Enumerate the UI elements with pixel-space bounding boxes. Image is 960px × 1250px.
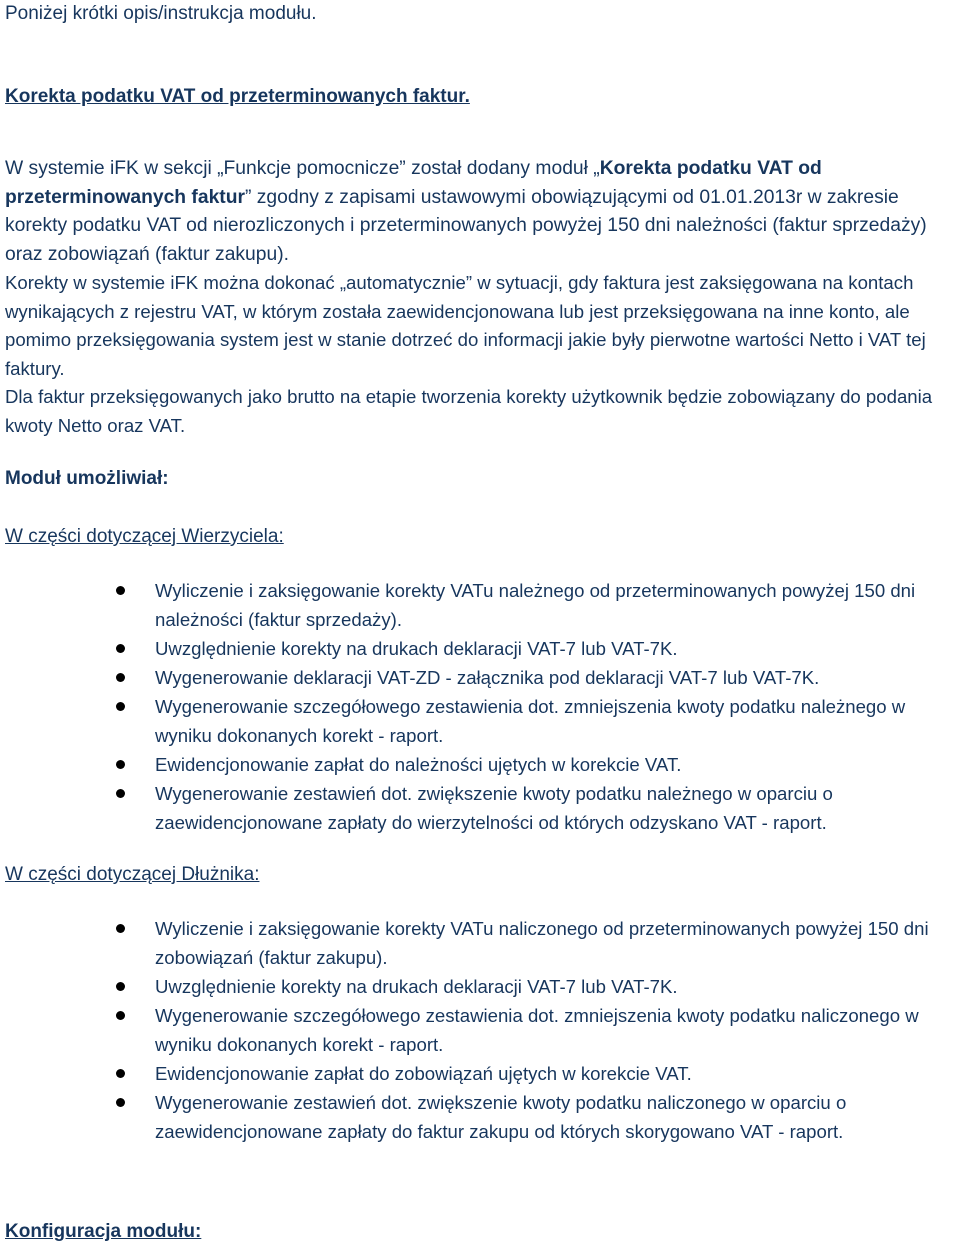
bullet-icon — [116, 1011, 125, 1020]
paragraph-gross-reposting: Dla faktur przeksięgowanych jako brutto na etapie tworzenia korekty użytkownik będzie zobowiązany do podania kwoty Netto oraz VAT. — [5, 386, 933, 436]
bullet-icon — [116, 586, 125, 595]
list-item — [0, 1059, 960, 1088]
list-item — [0, 914, 960, 972]
list-item-text: Wygenerowanie zestawień dot. zwiększenie kwoty podatku naliczonego w oparciu o zaewidencjonowane zapłaty do faktur zakupu od których skorygowano VAT - raport. — [155, 1092, 847, 1142]
list-item — [0, 972, 960, 1001]
list-item-text: Wyliczenie i zaksięgowanie korekty VATu naliczonego od przeterminowanych powyżej 150 dni zobowiązań (faktur zakupu). — [155, 918, 929, 968]
list-item-text: Ewidencjonowanie zapłat do zobowiązań ujętych w korekcie VAT. — [155, 1063, 692, 1084]
list-item-text: Wygenerowanie szczegółowego zestawienia dot. zmniejszenia kwoty podatku naliczonego w wyniku dokonanych korekt - raport. — [155, 1005, 919, 1055]
list-item-text: Ewidencjonowanie zapłat do należności ujętych w korekcie VAT. — [155, 754, 682, 775]
bullet-icon — [116, 789, 125, 798]
document-title: Korekta podatku VAT od przeterminowanych faktur. — [5, 86, 470, 107]
list-item — [0, 692, 960, 750]
bullet-icon — [116, 673, 125, 682]
configuration-heading: Konfiguracja modułu: — [5, 1221, 202, 1242]
bullet-icon — [116, 760, 125, 769]
bullet-icon — [116, 702, 125, 711]
paragraph-automatic-correction: Korekty w systemie iFK można dokonać „automatycznie” w sytuacji, gdy faktura jest zaksięgowana na kontach wynikających z rejestru VAT, w którym została zaewidencjonowana lub jest przeksięgowana na inne konto, ale pomimo przeksięgowania system jest w stanie dotrzeć do informacji jakie były pierwotne wartości Netto i VAT tej faktury. — [5, 272, 926, 379]
bullet-icon — [116, 1098, 125, 1107]
description-block — [5, 155, 957, 441]
list-item-text: Wygenerowanie szczegółowego zestawienia dot. zmniejszenia kwoty podatku należnego w wyniku dokonanych korekt - raport. — [155, 696, 906, 746]
list-item — [0, 1001, 960, 1059]
bullet-icon — [116, 1069, 125, 1078]
paragraph-module-added — [5, 155, 957, 269]
list-item-text: Wygenerowanie zestawień dot. zwiększenie kwoty podatku należnego w oparciu o zaewidencjonowane zapłaty do wierzytelności od których odzyskano VAT - raport. — [155, 783, 833, 833]
creditor-section-heading: W części dotyczącej Wierzyciela: — [5, 526, 284, 547]
debtor-section-heading: W części dotyczącej Dłużnika: — [5, 864, 260, 885]
paragraph-1-module-name: Korekta podatku VAT od przeterminowanych faktur — [5, 158, 822, 208]
intro-text: Poniżej krótki opis/instrukcja modułu. — [5, 3, 317, 24]
list-item — [0, 663, 960, 692]
bullet-icon — [116, 924, 125, 933]
list-item — [0, 1088, 960, 1146]
list-item-text: Wygenerowanie deklaracji VAT-ZD - załącznika pod deklaracji VAT-7 lub VAT-7K. — [155, 667, 820, 688]
list-item — [0, 779, 960, 837]
debtor-feature-list — [0, 914, 960, 1146]
list-item — [0, 634, 960, 663]
module-capabilities-heading: Moduł umożliwiał: — [5, 468, 169, 489]
list-item — [0, 750, 960, 779]
list-item — [0, 576, 960, 634]
list-item-text: Wyliczenie i zaksięgowanie korekty VATu należnego od przeterminowanych powyżej 150 dni należności (faktur sprzedaży). — [155, 580, 916, 630]
creditor-feature-list — [0, 576, 960, 837]
paragraph-1-pre: W systemie iFK w sekcji „Funkcje pomocnicze” został dodany moduł „ — [5, 158, 600, 179]
list-item-text: Uwzględnienie korekty na drukach deklaracji VAT-7 lub VAT-7K. — [155, 976, 678, 997]
list-item-text: Uwzględnienie korekty na drukach deklaracji VAT-7 lub VAT-7K. — [155, 638, 678, 659]
bullet-icon — [116, 982, 125, 991]
paragraph-1-post: ” zgodny z zapisami ustawowymi obowiązującymi od 01.01.2013r w zakresie korekty podatku VAT od nierozliczonych i przeterminowanych powyżej 150 dni należności (faktur sprzedaży) oraz zobowiązań (faktur zakupu). — [5, 186, 927, 265]
bullet-icon — [116, 644, 125, 653]
